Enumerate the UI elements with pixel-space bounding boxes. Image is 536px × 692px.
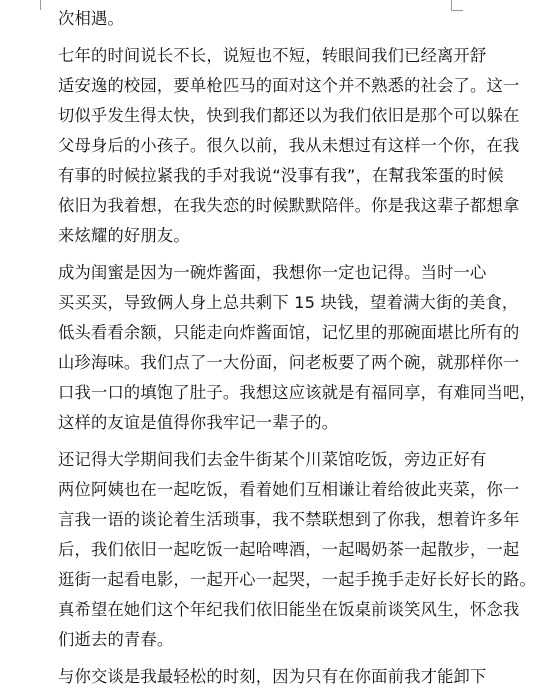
text-line: 真希望在她们这个年纪我们依旧能坐在饭桌前谈笑风生，怀念我 <box>58 600 520 619</box>
text-line: 还记得大学期间我们去金牛街某个川菜馆吃饭，旁边正好有 <box>58 450 487 469</box>
text-line: 依旧为我着想，在我失恋的时候默默陪伴。你是我这辈子都想拿 <box>58 196 520 215</box>
text-line: 切似乎发生得太快，快到我们都还以为我们依旧是那个可以躲在 <box>58 106 520 125</box>
text-line: 与你交谈是我最轻松的时刻，因为只有在你面前我才能卸下 <box>58 667 487 686</box>
text-line: 七年的时间说长不长，说短也不短，转眼间我们已经离开舒 <box>58 46 487 65</box>
text-line: 们逝去的青春。 <box>58 630 174 649</box>
text-line: 次相遇。 <box>58 9 124 28</box>
text-line: 后，我们依旧一起吃饭一起哈啤酒，一起喝奶茶一起散步，一起 <box>58 540 520 559</box>
crop-mark-top-right-horizontal <box>451 10 463 11</box>
body-text <box>58 4 536 692</box>
text-line: 有事的时候拉紧我的手对我说“没事有我”，在幫我笨蛋的时候 <box>58 166 504 185</box>
text-line: 来炫耀的好朋友。 <box>58 226 190 245</box>
text-line: 父母身后的小孩子。很久以前，我从未想过有这样一个你，在我 <box>58 136 520 155</box>
text-line: 成为闺蜜是因为一碗炸酱面，我想你一定也记得。当时一心 <box>58 263 487 282</box>
text-line: 适安逸的校园，要单枪匹马的面对这个并不熟悉的社会了。这一 <box>58 76 520 95</box>
text-line: 两位阿姨也在一起吃饭，看着她们互相谦让着给彼此夹菜，你一 <box>58 480 520 499</box>
text-line: 买买买，导致俩人身上总共剩下 15 块钱，望着满大街的美食， <box>58 293 519 312</box>
text-line: 山珍海味。我们点了一大份面，问老板要了两个碗，就那样你一 <box>58 353 520 372</box>
text-line: 言我一语的谈论着生活琐事，我不禁联想到了你我，想着许多年 <box>58 510 520 529</box>
crop-mark-top-left <box>40 0 41 10</box>
text-line: 逛街一起看电影，一起开心一起哭，一起手挽手走好长好长的路。 <box>58 570 536 589</box>
text-line: 这样的友谊是值得你我牢记一辈子的。 <box>58 413 339 432</box>
crop-mark-top-right <box>451 0 452 10</box>
text-line: 口我一口的填饱了肚子。我想这应该就是有福同享，有难同当吧， <box>58 383 536 402</box>
text-line: 低头看看余额，只能走向炸酱面馆，记忆里的那碗面堪比所有的 <box>58 323 520 342</box>
